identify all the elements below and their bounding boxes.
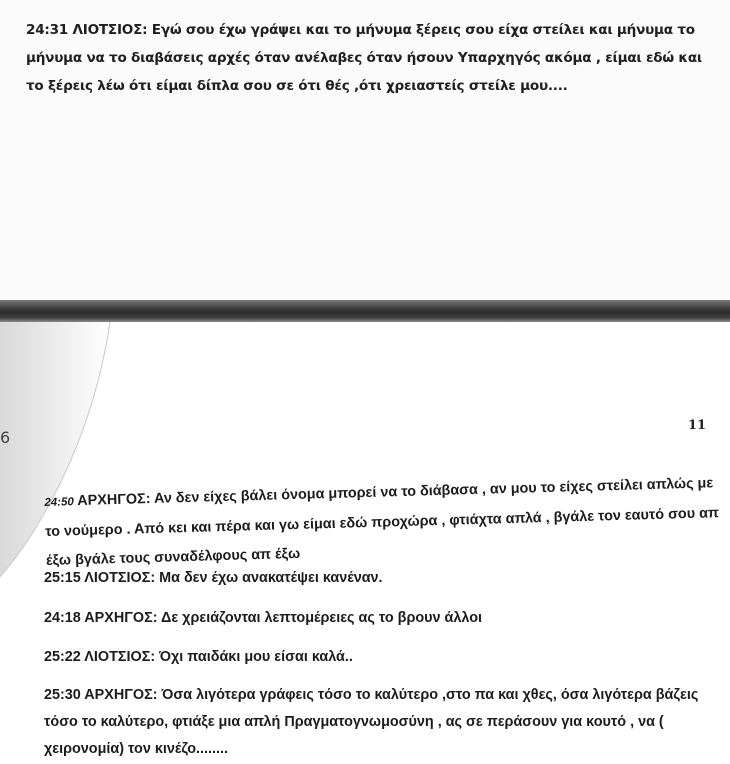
top-page-excerpt bbox=[0, 0, 730, 300]
entry-text: Όσα λιγότερα γράφεις τόσο το καλύτερο ,στο πα και χθες, όσα λιγότερα βάζεις τόσο το καλύτερο, φτιάξε μια απλή Πραγματογνωμοσύνη , ας σε περάσουν για κουτό , να ( χειρονομία) τον κινέζο........ bbox=[44, 687, 699, 757]
entry-timestamp: 24:50 bbox=[44, 496, 74, 509]
entry-text: Αν δεν είχες βάλει όνομα μπορεί να το διάβασα , αν μου το είχες στείλει απλώς με το νούμερο . Από κει και πέρα και γω είμαι εδώ προχώρα , φτιάχτα απλά , βγάλε τον εαυτό σου απ έξω βγάλε τους συναδέλφους απ έξω bbox=[45, 475, 720, 569]
entry-text: Εγώ σου έχω γράψει και το μήνυμα ξέρεις σου είχα στείλει και μήνυμα το μήνυμα να το διαβάσεις αρχές όταν ανέλαβες όταν ήσουν Υπαρχηγός ακόμα , είμαι εδώ και το ξέρεις λέω ότι είμαι δίπλα σου σε ότι θές ,ότι χρειαστείς στείλε μου.... bbox=[26, 22, 702, 94]
transcript-entry-3 bbox=[44, 610, 718, 626]
entry-speaker: ΛΙΟΤΣΙΟΣ: bbox=[72, 22, 148, 38]
entry-timestamp: 25:15 bbox=[44, 570, 81, 586]
entry-speaker: ΛΙΟΤΣΙΟΣ: bbox=[84, 649, 156, 665]
margin-mark: 6 bbox=[0, 428, 11, 447]
transcript-entry-5 bbox=[44, 682, 718, 763]
entry-speaker: ΑΡΧΗΓΟΣ: bbox=[84, 610, 158, 626]
page-number: 11 bbox=[688, 418, 707, 433]
entry-text: Δε χρειάζονται λεπτομέρειες ας το βρουν άλλοι bbox=[161, 610, 482, 626]
entry-text: Μα δεν έχω ανακατέψει κανέναν. bbox=[159, 570, 383, 586]
entry-speaker: ΑΡΧΗΓΟΣ: bbox=[84, 687, 158, 703]
transcript-entry-1 bbox=[44, 469, 720, 576]
entry-timestamp: 24:31 bbox=[26, 22, 69, 38]
entry-text: Όχι παιδάκι μου είσαι καλά.. bbox=[159, 649, 353, 665]
transcript-entry-4 bbox=[44, 649, 718, 665]
entry-timestamp: 25:22 bbox=[44, 649, 81, 665]
page-divider bbox=[0, 300, 730, 322]
entry-timestamp: 24:18 bbox=[44, 610, 81, 626]
transcript-entry-top bbox=[26, 16, 722, 100]
entry-speaker: ΑΡΧΗΓΟΣ: bbox=[77, 491, 151, 510]
entry-timestamp: 25:30 bbox=[44, 687, 81, 703]
entry-speaker: ΛΙΟΤΣΙΟΣ: bbox=[84, 570, 156, 586]
transcript-entry-2 bbox=[44, 570, 718, 586]
